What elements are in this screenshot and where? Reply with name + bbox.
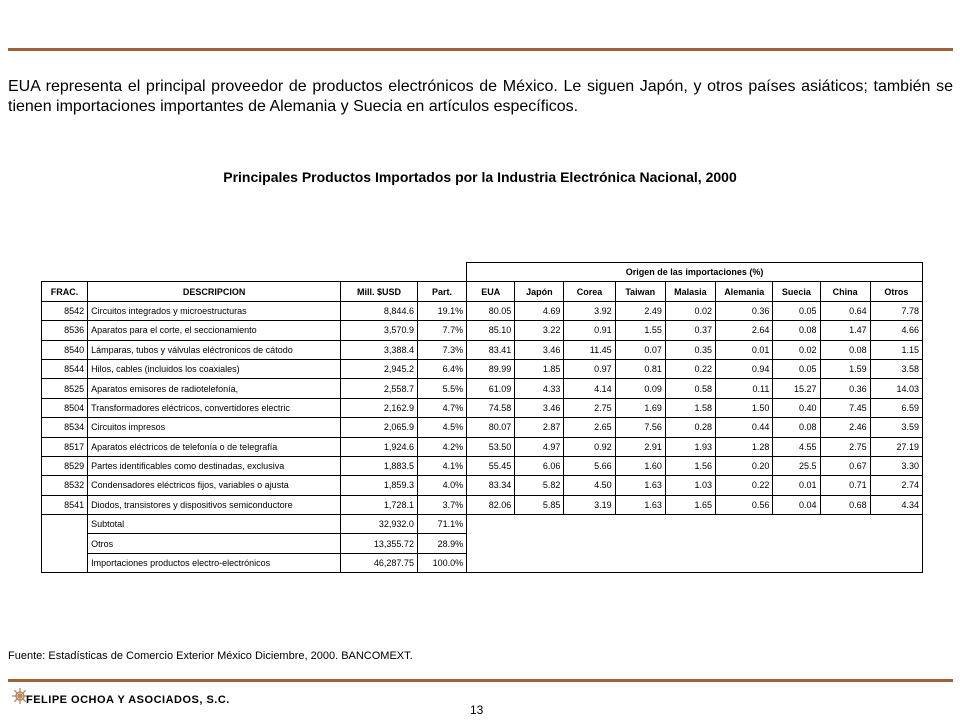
- description-cell: Diodos, transistores y dispositivos semiconductore: [88, 495, 341, 514]
- description-cell: Aparatos eléctricos de telefonía o de telegrafía: [88, 437, 341, 456]
- value-cell: 0.64: [820, 301, 870, 320]
- table-row: [42, 321, 923, 340]
- description-cell: Condensadores eléctricos fijos, variables o ajusta: [88, 476, 341, 495]
- company-name: FELIPE OCHOA Y ASOCIADOS, S.C.: [26, 694, 230, 706]
- column-header: Corea: [564, 282, 615, 301]
- group-header-row: [42, 263, 923, 282]
- value-cell: 0.07: [615, 340, 665, 359]
- value-cell: 7.56: [615, 418, 665, 437]
- summary-label-cell: Otros: [88, 534, 341, 553]
- top-rule: [8, 48, 953, 51]
- value-cell: 82.06: [467, 495, 515, 514]
- table-row: [42, 495, 923, 514]
- fraction-cell: 8525: [42, 379, 88, 398]
- value-cell: 0.71: [820, 476, 870, 495]
- fraction-cell: 8542: [42, 301, 88, 320]
- table-row: [42, 456, 923, 475]
- value-cell: 4.55: [773, 437, 820, 456]
- value-cell: 5.82: [515, 476, 564, 495]
- value-cell: 7.45: [820, 398, 870, 417]
- description-cell: Transformadores eléctricos, convertidores electric: [88, 398, 341, 417]
- value-cell: 0.56: [716, 495, 773, 514]
- value-cell: 0.01: [716, 340, 773, 359]
- value-cell: 0.08: [773, 321, 820, 340]
- value-cell: 2,162.9: [341, 398, 418, 417]
- bottom-rule: [8, 679, 953, 682]
- value-cell: 89.99: [467, 359, 515, 378]
- column-header: China: [820, 282, 870, 301]
- value-cell: 2,065.9: [341, 418, 418, 437]
- value-cell: 0.36: [716, 301, 773, 320]
- column-header: FRAC.: [42, 282, 88, 301]
- value-cell: 1.28: [716, 437, 773, 456]
- summary-value-cell: 100.0%: [417, 553, 466, 572]
- table-row: [42, 437, 923, 456]
- description-cell: Aparatos emisores de radiotelefonía,: [88, 379, 341, 398]
- value-cell: 25.5: [773, 456, 820, 475]
- origin-group-header: Origen de las importaciones (%): [467, 263, 923, 282]
- value-cell: 1,883.5: [341, 456, 418, 475]
- imports-table: [41, 262, 923, 573]
- value-cell: 1.50: [716, 398, 773, 417]
- value-cell: 3.22: [515, 321, 564, 340]
- table-row: [42, 398, 923, 417]
- value-cell: 1,728.1: [341, 495, 418, 514]
- fraction-cell: 8517: [42, 437, 88, 456]
- value-cell: 4.97: [515, 437, 564, 456]
- column-header: EUA: [467, 282, 515, 301]
- column-header: Part.: [417, 282, 466, 301]
- value-cell: 7.78: [870, 301, 922, 320]
- value-cell: 7.7%: [417, 321, 466, 340]
- fraction-cell: 8504: [42, 398, 88, 417]
- summary-value-cell: 32,932.0: [341, 515, 418, 534]
- table-row: [42, 301, 923, 320]
- value-cell: 1.63: [615, 476, 665, 495]
- value-cell: 4.2%: [417, 437, 466, 456]
- value-cell: 0.02: [773, 340, 820, 359]
- value-cell: 6.4%: [417, 359, 466, 378]
- value-cell: 2.75: [820, 437, 870, 456]
- value-cell: 0.11: [716, 379, 773, 398]
- description-cell: Circuitos integrados y microestructuras: [88, 301, 341, 320]
- value-cell: 0.28: [665, 418, 715, 437]
- value-cell: 3,570.9: [341, 321, 418, 340]
- value-cell: 0.08: [773, 418, 820, 437]
- column-header-row: [42, 282, 923, 301]
- column-header: Otros: [870, 282, 922, 301]
- value-cell: 0.68: [820, 495, 870, 514]
- value-cell: 4.7%: [417, 398, 466, 417]
- fraction-cell: 8540: [42, 340, 88, 359]
- summary-value-cell: 46,287.75: [341, 553, 418, 572]
- fraction-cell: 8534: [42, 418, 88, 437]
- value-cell: 2.75: [564, 398, 615, 417]
- value-cell: 2.64: [716, 321, 773, 340]
- value-cell: 0.04: [773, 495, 820, 514]
- value-cell: 4.0%: [417, 476, 466, 495]
- value-cell: 5.66: [564, 456, 615, 475]
- value-cell: 0.67: [820, 456, 870, 475]
- description-cell: Aparatos para el corte, el seccionamiento: [88, 321, 341, 340]
- value-cell: 3.46: [515, 398, 564, 417]
- value-cell: 1.60: [615, 456, 665, 475]
- value-cell: 0.97: [564, 359, 615, 378]
- value-cell: 7.3%: [417, 340, 466, 359]
- value-cell: 0.92: [564, 437, 615, 456]
- column-header: Suecia: [773, 282, 820, 301]
- value-cell: 4.66: [870, 321, 922, 340]
- fraction-cell: 8536: [42, 321, 88, 340]
- value-cell: 5.85: [515, 495, 564, 514]
- value-cell: 2.46: [820, 418, 870, 437]
- value-cell: 6.59: [870, 398, 922, 417]
- column-header: Alemania: [716, 282, 773, 301]
- value-cell: 0.81: [615, 359, 665, 378]
- summary-value-cell: 71.1%: [417, 515, 466, 534]
- table-title: Principales Productos Importados por la Industria Electrónica Nacional, 2000: [223, 169, 737, 185]
- value-cell: 3.92: [564, 301, 615, 320]
- value-cell: 0.58: [665, 379, 715, 398]
- summary-label-cell: Subtotal: [88, 515, 341, 534]
- value-cell: 1.85: [515, 359, 564, 378]
- value-cell: 15.27: [773, 379, 820, 398]
- value-cell: 2.87: [515, 418, 564, 437]
- value-cell: 1.56: [665, 456, 715, 475]
- value-cell: 53.50: [467, 437, 515, 456]
- description-cell: Circuitos impresos: [88, 418, 341, 437]
- value-cell: 6.06: [515, 456, 564, 475]
- value-cell: 2,945.2: [341, 359, 418, 378]
- value-cell: 27.19: [870, 437, 922, 456]
- page-number: 13: [470, 703, 484, 717]
- value-cell: 2,558.7: [341, 379, 418, 398]
- value-cell: 1.03: [665, 476, 715, 495]
- value-cell: 2.91: [615, 437, 665, 456]
- value-cell: 0.08: [820, 340, 870, 359]
- summary-spacer-cell: [42, 515, 88, 534]
- value-cell: 1.55: [615, 321, 665, 340]
- value-cell: 8,844.6: [341, 301, 418, 320]
- value-cell: 14.03: [870, 379, 922, 398]
- value-cell: 2.65: [564, 418, 615, 437]
- column-header: DESCRIPCION: [88, 282, 341, 301]
- summary-value-cell: 13,355.72: [341, 534, 418, 553]
- value-cell: 83.41: [467, 340, 515, 359]
- value-cell: 1.69: [615, 398, 665, 417]
- table-row: [42, 340, 923, 359]
- value-cell: 1.59: [820, 359, 870, 378]
- value-cell: 1.63: [615, 495, 665, 514]
- value-cell: 1.47: [820, 321, 870, 340]
- value-cell: 0.22: [665, 359, 715, 378]
- value-cell: 0.94: [716, 359, 773, 378]
- value-cell: 83.34: [467, 476, 515, 495]
- value-cell: 0.44: [716, 418, 773, 437]
- table-row: [42, 476, 923, 495]
- value-cell: 0.05: [773, 301, 820, 320]
- value-cell: 74.58: [467, 398, 515, 417]
- value-cell: 0.37: [665, 321, 715, 340]
- summary-row: [42, 515, 923, 534]
- column-header: Japón: [515, 282, 564, 301]
- table-row: [42, 418, 923, 437]
- value-cell: 2.49: [615, 301, 665, 320]
- value-cell: 11.45: [564, 340, 615, 359]
- column-header: Malasia: [665, 282, 715, 301]
- value-cell: 4.1%: [417, 456, 466, 475]
- value-cell: 2.74: [870, 476, 922, 495]
- description-cell: Hilos, cables (incluidos los coaxiales): [88, 359, 341, 378]
- fraction-cell: 8544: [42, 359, 88, 378]
- value-cell: 0.02: [665, 301, 715, 320]
- value-cell: 1.15: [870, 340, 922, 359]
- summary-label-cell: Importaciones productos electro-electrónicos: [88, 553, 341, 572]
- value-cell: 0.40: [773, 398, 820, 417]
- value-cell: 3.30: [870, 456, 922, 475]
- value-cell: 3,388.4: [341, 340, 418, 359]
- value-cell: 5.5%: [417, 379, 466, 398]
- summary-value-cell: 28.9%: [417, 534, 466, 553]
- value-cell: 4.34: [870, 495, 922, 514]
- value-cell: 1.93: [665, 437, 715, 456]
- value-cell: 3.19: [564, 495, 615, 514]
- value-cell: 4.5%: [417, 418, 466, 437]
- value-cell: 1.65: [665, 495, 715, 514]
- value-cell: 80.05: [467, 301, 515, 320]
- fraction-cell: 8541: [42, 495, 88, 514]
- value-cell: 0.01: [773, 476, 820, 495]
- value-cell: 0.22: [716, 476, 773, 495]
- value-cell: 1.58: [665, 398, 715, 417]
- intro-paragraph: EUA representa el principal proveedor de productos electrónicos de México. Le siguen Japón, y otros países asiáticos; también se tienen importaciones importantes de Alemania y Suecia en artículos específicos.: [8, 78, 953, 115]
- value-cell: 1,859.3: [341, 476, 418, 495]
- value-cell: 55.45: [467, 456, 515, 475]
- value-cell: 4.50: [564, 476, 615, 495]
- value-cell: 0.91: [564, 321, 615, 340]
- column-header: Taiwan: [615, 282, 665, 301]
- table-row: [42, 359, 923, 378]
- value-cell: 4.69: [515, 301, 564, 320]
- value-cell: 85.10: [467, 321, 515, 340]
- value-cell: 0.35: [665, 340, 715, 359]
- value-cell: 0.05: [773, 359, 820, 378]
- summary-empty-area: [467, 515, 923, 573]
- value-cell: 61.09: [467, 379, 515, 398]
- description-cell: Lámparas, tubos y válvulas eléctronicos de cátodo: [88, 340, 341, 359]
- value-cell: 3.58: [870, 359, 922, 378]
- value-cell: 3.7%: [417, 495, 466, 514]
- table-row: [42, 379, 923, 398]
- summary-spacer-cell: [42, 534, 88, 553]
- fraction-cell: 8529: [42, 456, 88, 475]
- description-cell: Partes identificables como destinadas, exclusiva: [88, 456, 341, 475]
- value-cell: 3.46: [515, 340, 564, 359]
- value-cell: 0.20: [716, 456, 773, 475]
- value-cell: 3.59: [870, 418, 922, 437]
- value-cell: 0.09: [615, 379, 665, 398]
- value-cell: 19.1%: [417, 301, 466, 320]
- value-cell: 0.36: [820, 379, 870, 398]
- column-header: Mill. $USD: [341, 282, 418, 301]
- value-cell: 4.14: [564, 379, 615, 398]
- fraction-cell: 8532: [42, 476, 88, 495]
- value-cell: 80.07: [467, 418, 515, 437]
- source-note: Fuente: Estadísticas de Comercio Exterior México Diciembre, 2000. BANCOMEXT.: [8, 650, 413, 662]
- value-cell: 1,924.6: [341, 437, 418, 456]
- summary-spacer-cell: [42, 553, 88, 572]
- value-cell: 4.33: [515, 379, 564, 398]
